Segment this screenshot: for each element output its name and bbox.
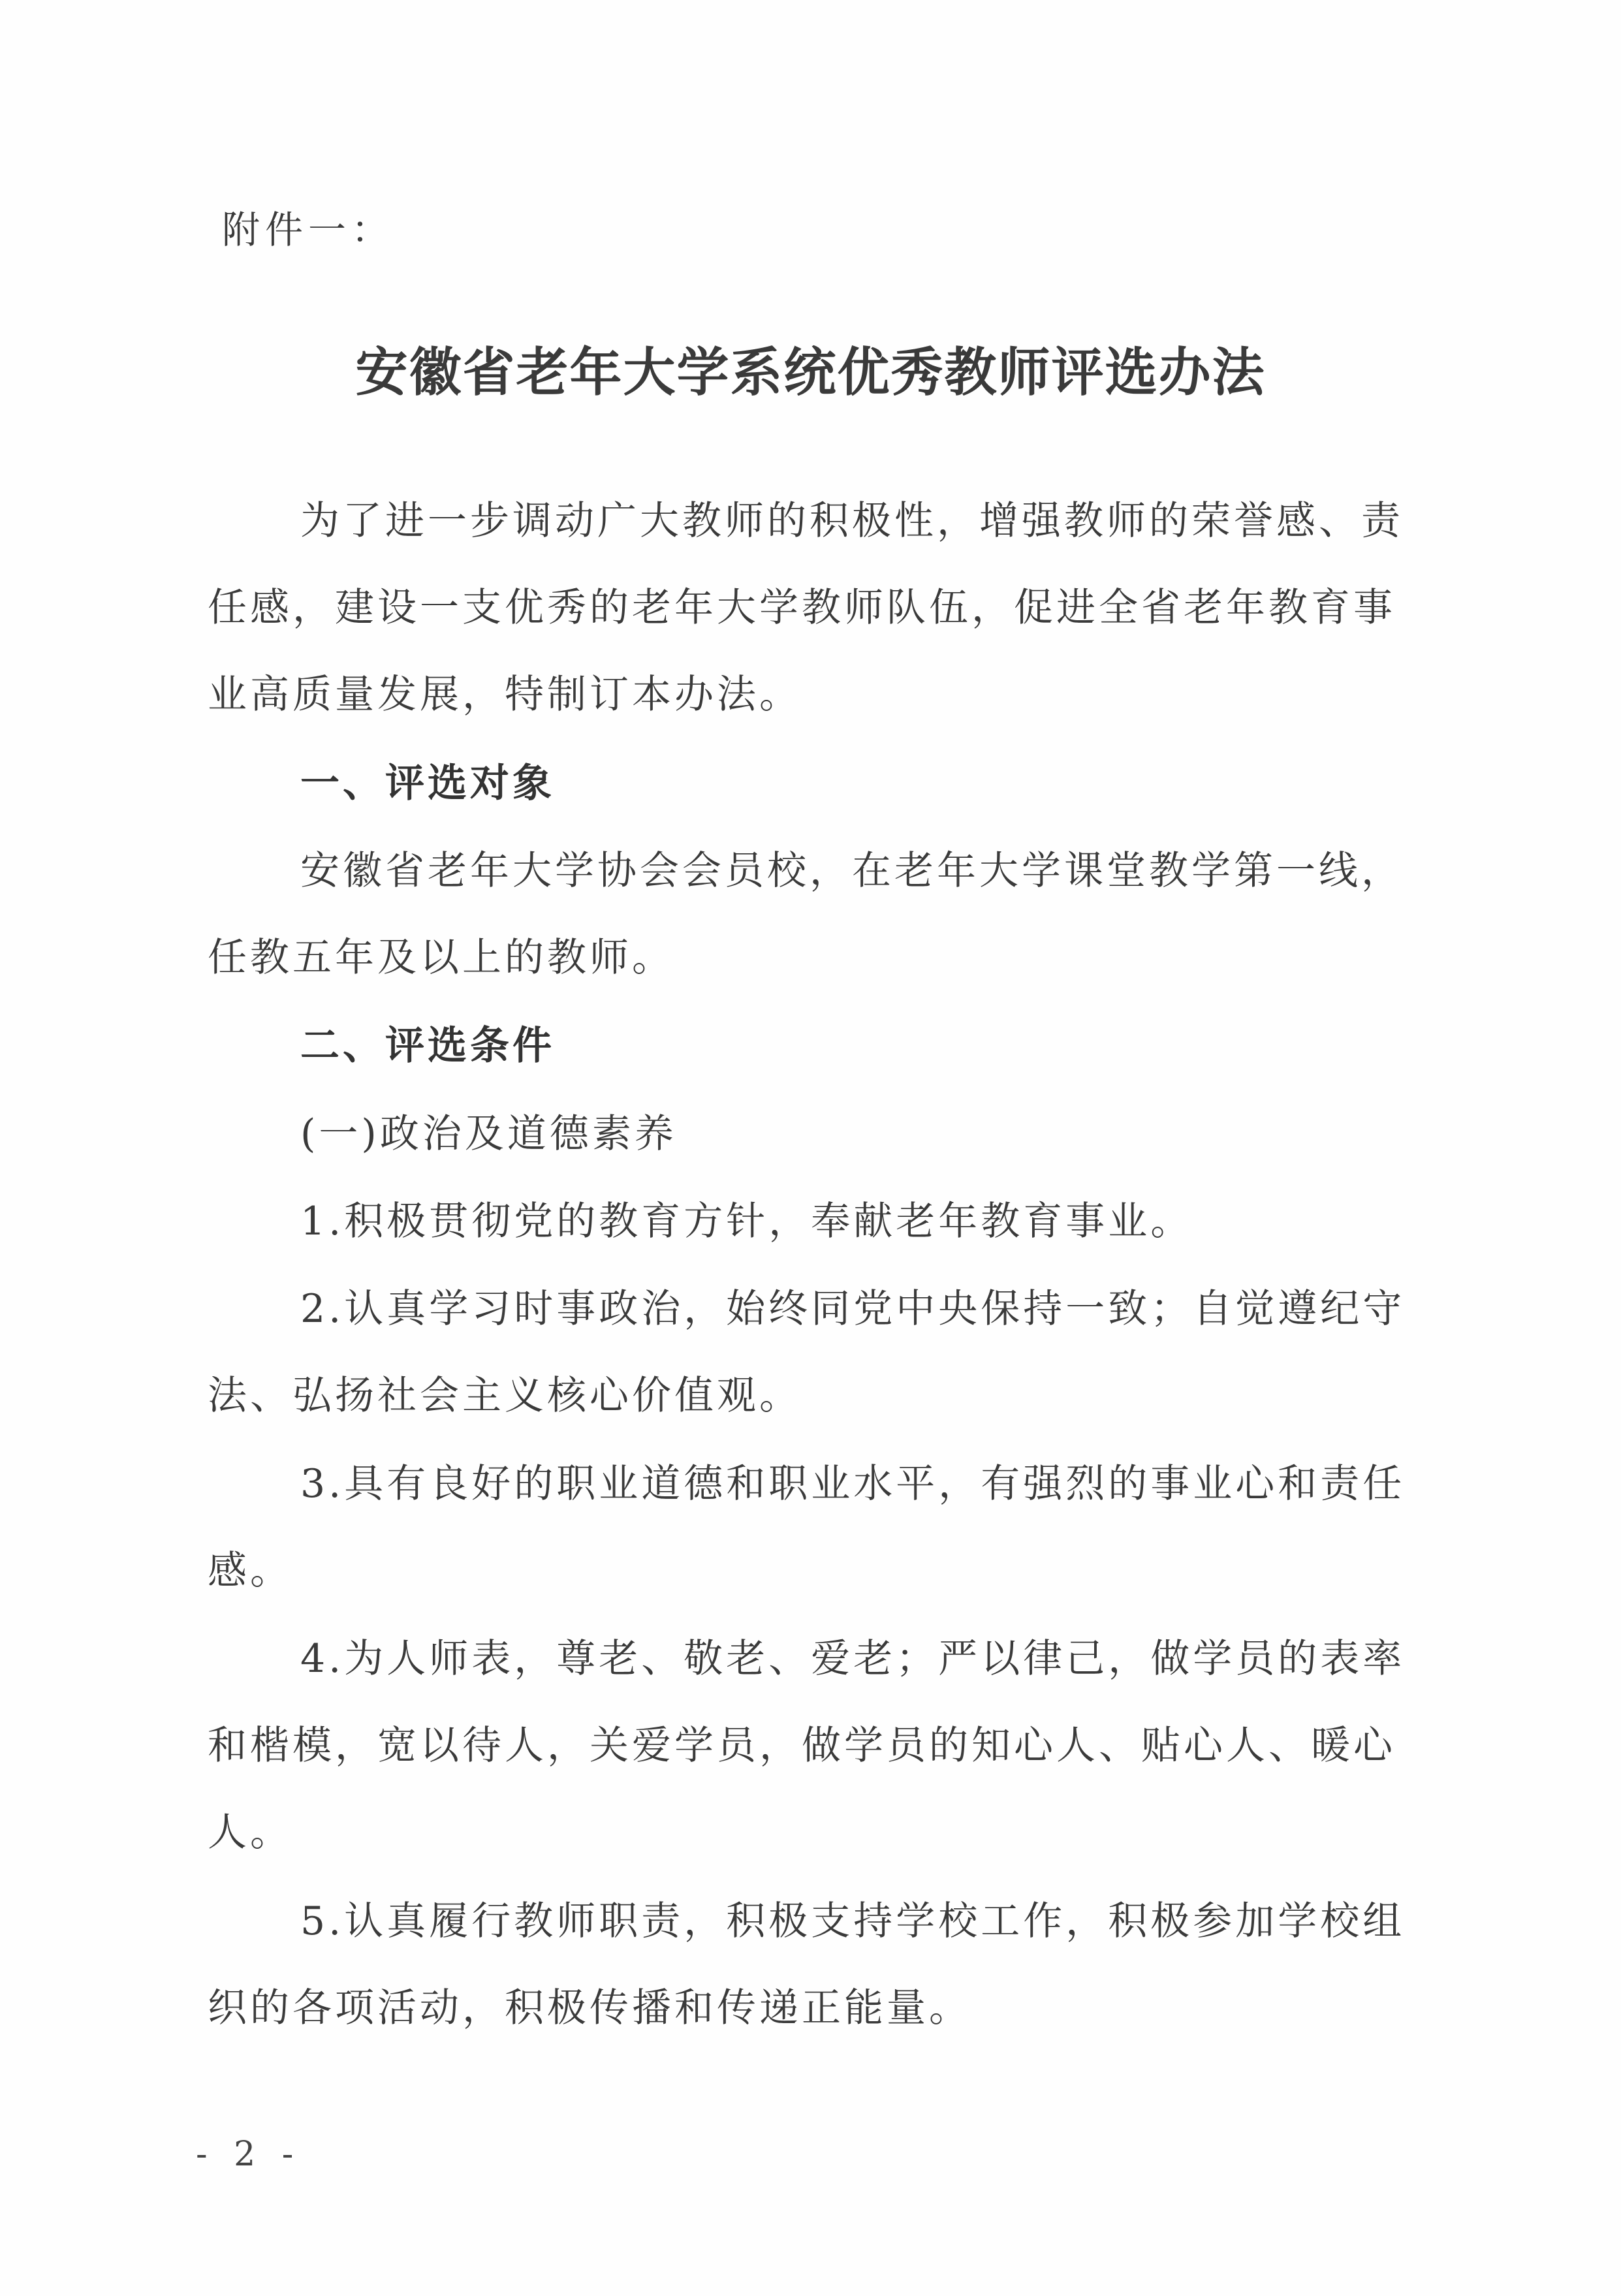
section-heading-selection-targets: 一、评选对象	[300, 761, 555, 806]
subsection-heading-political-moral: (一)政治及道德素养	[300, 1111, 677, 1157]
document-title: 安徽省老年大学系统优秀教师评选办法	[355, 341, 1266, 403]
criteria-item-2: 2.认真学习时事政治，始终同党中央保持一致；自觉遵纪守法、弘扬社会主义核心价值观。	[208, 1286, 1406, 1419]
criteria-item-3: 3.具有良好的职业道德和职业水平，有强烈的事业心和责任感。	[208, 1461, 1406, 1594]
criteria-item-4: 4.为人师表，尊老、敬老、爱老；严以律己，做学员的表率和楷模，宽以待人，关爱学员，做学员的知心人、贴心人、暖心人。	[208, 1636, 1406, 1855]
attachment-label: 附件一：	[222, 208, 395, 252]
section-heading-selection-criteria: 二、评选条件	[300, 1023, 555, 1069]
criteria-item-5: 5.认真履行教师职责，积极支持学校工作，积极参加学校组织的各项活动，积极传播和传递正能量。	[208, 1898, 1406, 2031]
criteria-item-1: 1.积极贯彻党的教育方针，奉献老年教育事业。	[300, 1199, 1193, 1244]
intro-paragraph: 为了进一步调动广大教师的积极性，增强教师的荣誉感、责任感，建设一支优秀的老年大学教师队伍，促进全省老年教育事业高质量发展，特制订本办法。	[208, 498, 1404, 717]
section-body-selection-targets: 安徽省老年大学协会会员校，在老年大学课堂教学第一线，任教五年及以上的教师。	[208, 848, 1404, 981]
page-number: - 2 -	[196, 2135, 302, 2174]
